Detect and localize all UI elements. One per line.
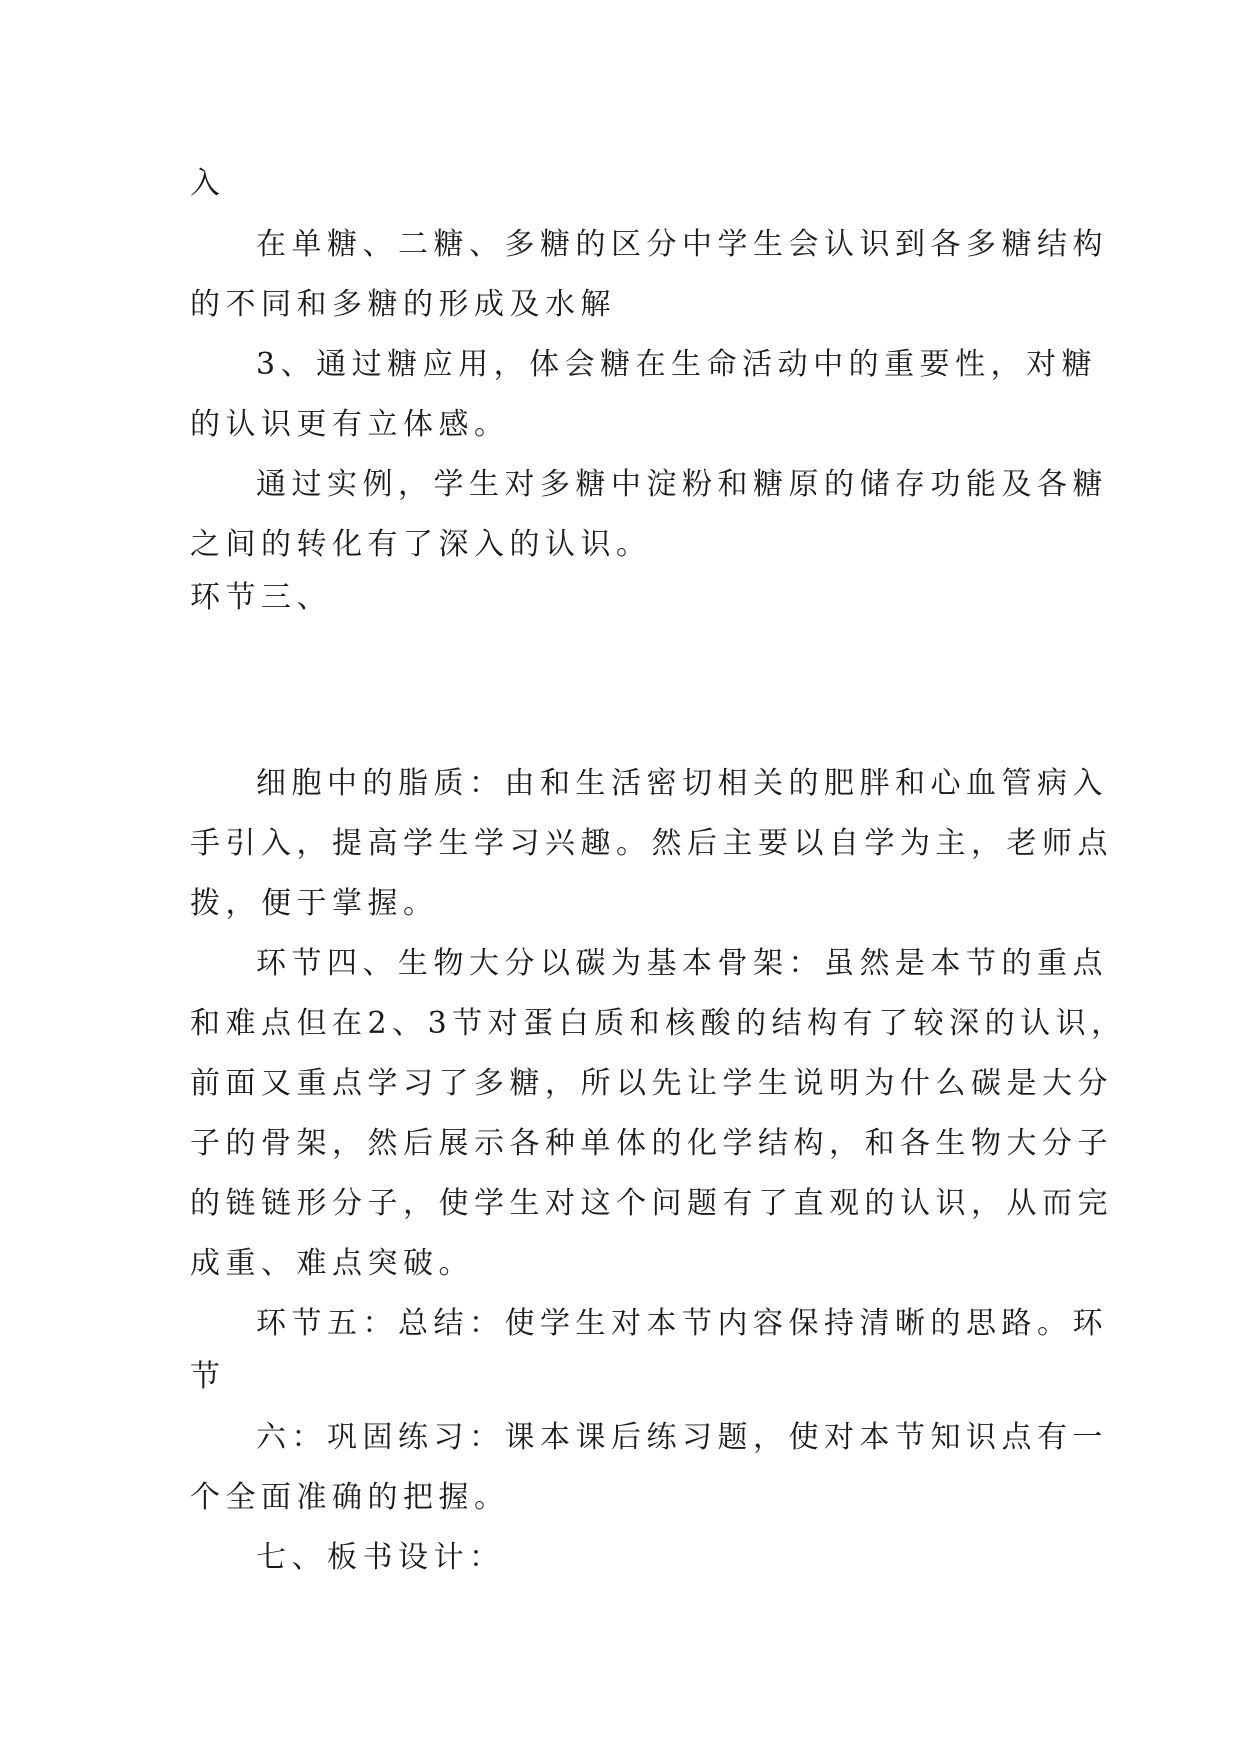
text-line: 的链链形分子，使学生对这个问题有了直观的认识，从而完 xyxy=(190,1186,1113,1221)
text-line: 环节四、生物大分以碳为基本骨架：虽然是本节的重点 xyxy=(256,946,1108,981)
text-line: 七、板书设计： xyxy=(256,1540,505,1575)
text-line: 的不同和多糖的形成及水解 xyxy=(190,287,616,322)
text-line: 入 xyxy=(190,166,226,201)
text-line: 通过实例，学生对多糖中淀粉和糖原的储存功能及各糖 xyxy=(256,467,1108,502)
text-line: 细胞中的脂质：由和生活密切相关的肥胖和心血管病入 xyxy=(256,766,1108,801)
text-line: 之间的转化有了深入的认识。 xyxy=(190,527,652,562)
text-line: 拨，便于掌握。 xyxy=(190,886,439,921)
text-line: 的认识更有立体感。 xyxy=(190,407,510,442)
text-line: 成重、难点突破。 xyxy=(190,1246,474,1281)
text-line: 手引入，提高学生学习兴趣。然后主要以自学为主，老师点 xyxy=(190,826,1113,861)
text-line: 前面又重点学习了多糖，所以先让学生说明为什么碳是大分 xyxy=(190,1066,1113,1101)
text-line: 节 xyxy=(190,1359,226,1394)
text-line: 和难点但在2、3节对蛋白质和核酸的结构有了较深的认识， xyxy=(190,1006,1127,1041)
text-line: 3、通过糖应用，体会糖在生命活动中的重要性，对糖 xyxy=(256,347,1098,382)
text-line: 子的骨架，然后展示各种单体的化学结构，和各生物大分子 xyxy=(190,1126,1113,1161)
text-line: 在单糖、二糖、多糖的区分中学生会认识到各多糖结构 xyxy=(256,227,1108,262)
section-heading: 环节三、 xyxy=(190,580,332,615)
text-line: 六：巩固练习：课本课后练习题，使对本节知识点有一 xyxy=(256,1420,1108,1455)
text-line: 环节五：总结：使学生对本节内容保持清晰的思路。环 xyxy=(256,1306,1108,1341)
text-line: 个全面准确的把握。 xyxy=(190,1480,510,1515)
